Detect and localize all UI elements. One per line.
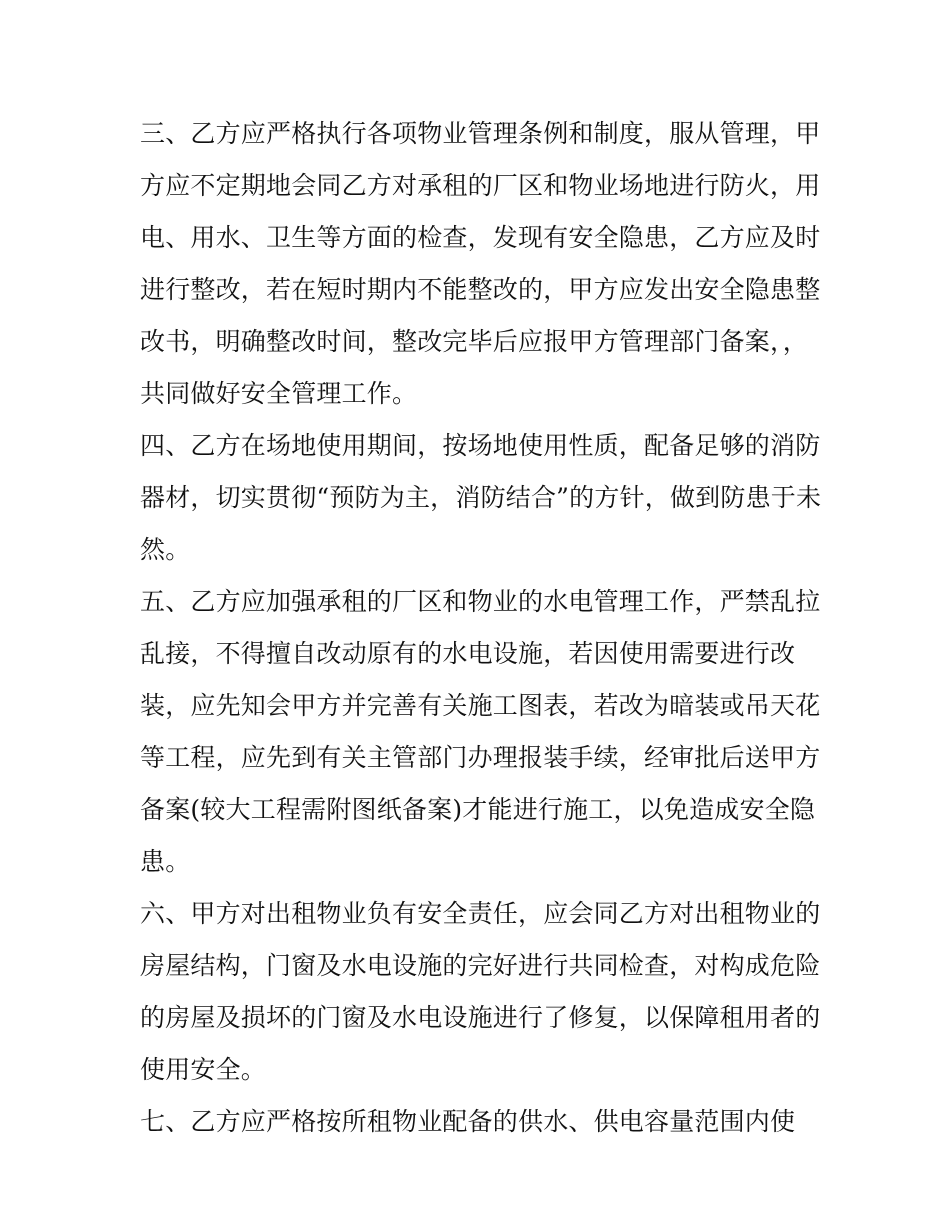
- text-line: 乱接，不得擅自改动原有的水电设施，若因使用需要进行改: [140, 639, 796, 668]
- text-line: 装，应先知会甲方并完善有关施工图表，若改为暗装或吊天花: [140, 691, 821, 720]
- document-body: [140, 108, 820, 1148]
- text-line: 进行整改，若在短时期内不能整改的，甲方应发出安全隐患整: [140, 275, 821, 304]
- text-line: 备案(较大工程需附图纸备案)才能进行施工，以免造成安全隐: [140, 795, 816, 824]
- text-line: 改书，明确整改时间，整改完毕后应报甲方管理部门备案，，: [140, 327, 808, 356]
- text-line: 四、乙方在场地使用期间，按场地使用性质，配备足够的消防: [140, 431, 821, 460]
- text-line: 房屋结构，门窗及水电设施的完好进行共同检查，对构成危险: [140, 951, 821, 980]
- text-line: 器材，切实贯彻“预防为主，消防结合”的方针，做到防患于未: [140, 483, 822, 512]
- text-line: 电、用水、卫生等方面的检查，发现有安全隐患，乙方应及时: [140, 223, 821, 252]
- text-line: 使用安全。: [140, 1055, 267, 1084]
- text-line: 七、乙方应严格按所租物业配备的供水、供电容量范围内使: [140, 1107, 796, 1136]
- text-line: 方应不定期地会同乙方对承租的厂区和物业场地进行防火，用: [140, 171, 821, 200]
- text-line: 五、乙方应加强承租的厂区和物业的水电管理工作，严禁乱拉: [140, 587, 821, 616]
- text-line: 的房屋及损坏的门窗及水电设施进行了修复，以保障租用者的: [140, 1003, 821, 1032]
- text-line: 患。: [140, 847, 191, 876]
- text-line: 然。: [140, 535, 191, 564]
- text-line: 共同做好安全管理工作。: [140, 379, 418, 408]
- text-line: 三、乙方应严格执行各项物业管理条例和制度，服从管理，甲: [140, 119, 821, 148]
- text-line: 等工程，应先到有关主管部门办理报装手续，经审批后送甲方: [140, 743, 821, 772]
- text-line: 六、甲方对出租物业负有安全责任，应会同乙方对出租物业的: [140, 899, 821, 928]
